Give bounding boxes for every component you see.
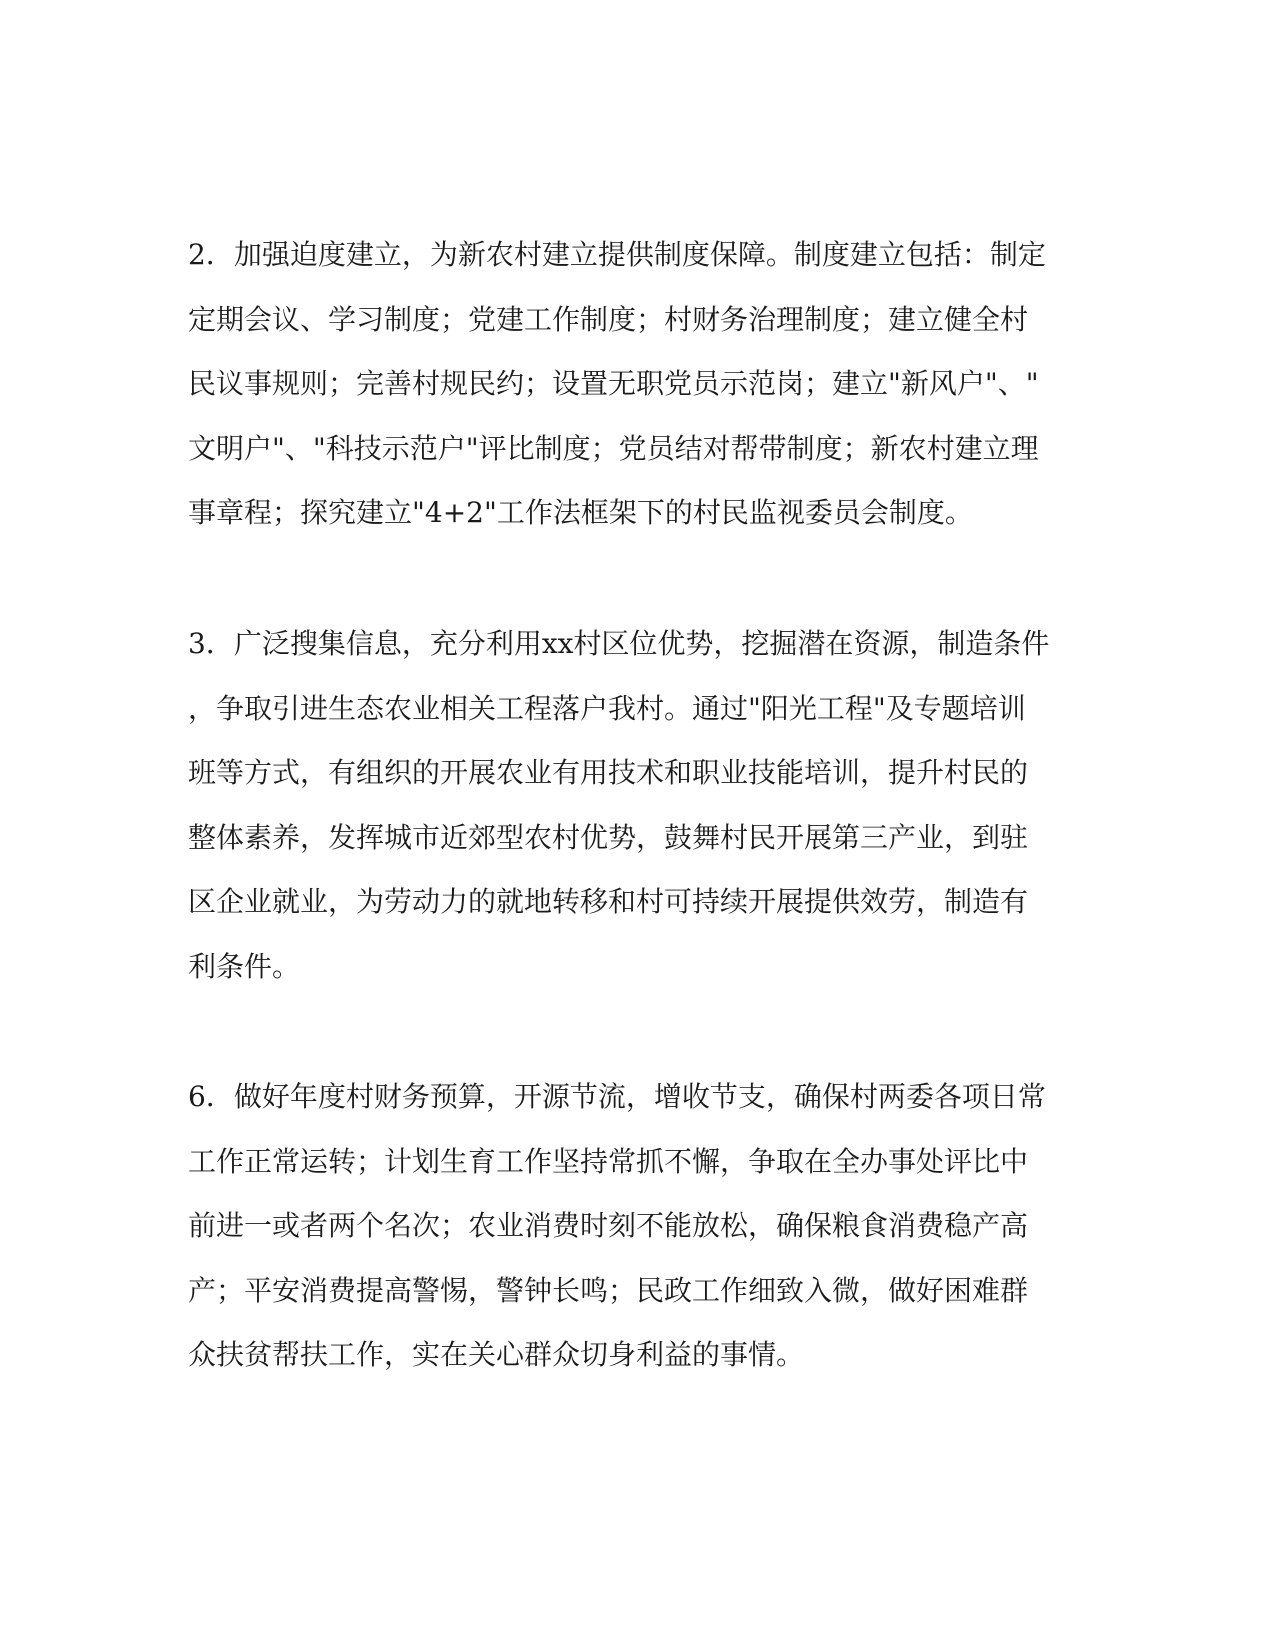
text-line: 工作正常运转；计划生育工作坚持常抓不懈，争取在全办事处评比中 <box>188 1144 1029 1178</box>
text-line: 利条件。 <box>188 949 301 983</box>
text-line: 民议事规则；完善村规民约；设置无职党员示范岗；建立"新风户"、" <box>188 367 1039 400</box>
text-line: 6．做好年度村财务预算，开源节流，增收节支，确保村两委各项日常 <box>188 1080 1046 1113</box>
text-line: 事章程；探究建立"4+2"工作法框架下的村民监视委员会制度。 <box>188 496 973 529</box>
text-line: 定期会议、学习制度；党建工作制度；村财务治理制度；建立健全村 <box>188 302 1029 336</box>
text-line: 文明户"、"科技示范户"评比制度；党员结对帮带制度；新农村建立理 <box>188 431 1039 465</box>
text-line: ，争取引进生态农业相关工程落户我村。通过"阳光工程"及专题培训 <box>188 691 1026 725</box>
paragraph-information-collection <box>188 612 1088 999</box>
text-line: 3．广泛搜集信息，充分利用xx村区位优势，挖掘潜在资源，制造条件 <box>188 627 1050 660</box>
text-line: 班等方式，有组织的开展农业有用技术和职业技能培训，提升村民的 <box>188 756 1029 789</box>
text-line: 产；平安消费提高警惕，警钟长鸣；民政工作细致入微，做好困难群 <box>188 1273 1029 1307</box>
text-line: 整体素养，发挥城市近郊型农村优势，鼓舞村民开展第三产业，到驻 <box>188 820 1029 854</box>
text-line: 区企业就业，为劳动力的就地转移和村可持续开展提供效劳，制造有 <box>188 885 1029 918</box>
paragraph-system-building <box>188 223 1088 546</box>
text-line: 众扶贫帮扶工作，实在关心群众切身利益的事情。 <box>188 1338 805 1371</box>
paragraph-annual-budget <box>188 1065 1088 1388</box>
text-line: 2．加强迫度建立，为新农村建立提供制度保障。制度建立包括：制定 <box>188 238 1046 271</box>
text-line: 前进一或者两个名次；农业消费时刻不能放松，确保粮食消费稳产高 <box>188 1209 1029 1242</box>
